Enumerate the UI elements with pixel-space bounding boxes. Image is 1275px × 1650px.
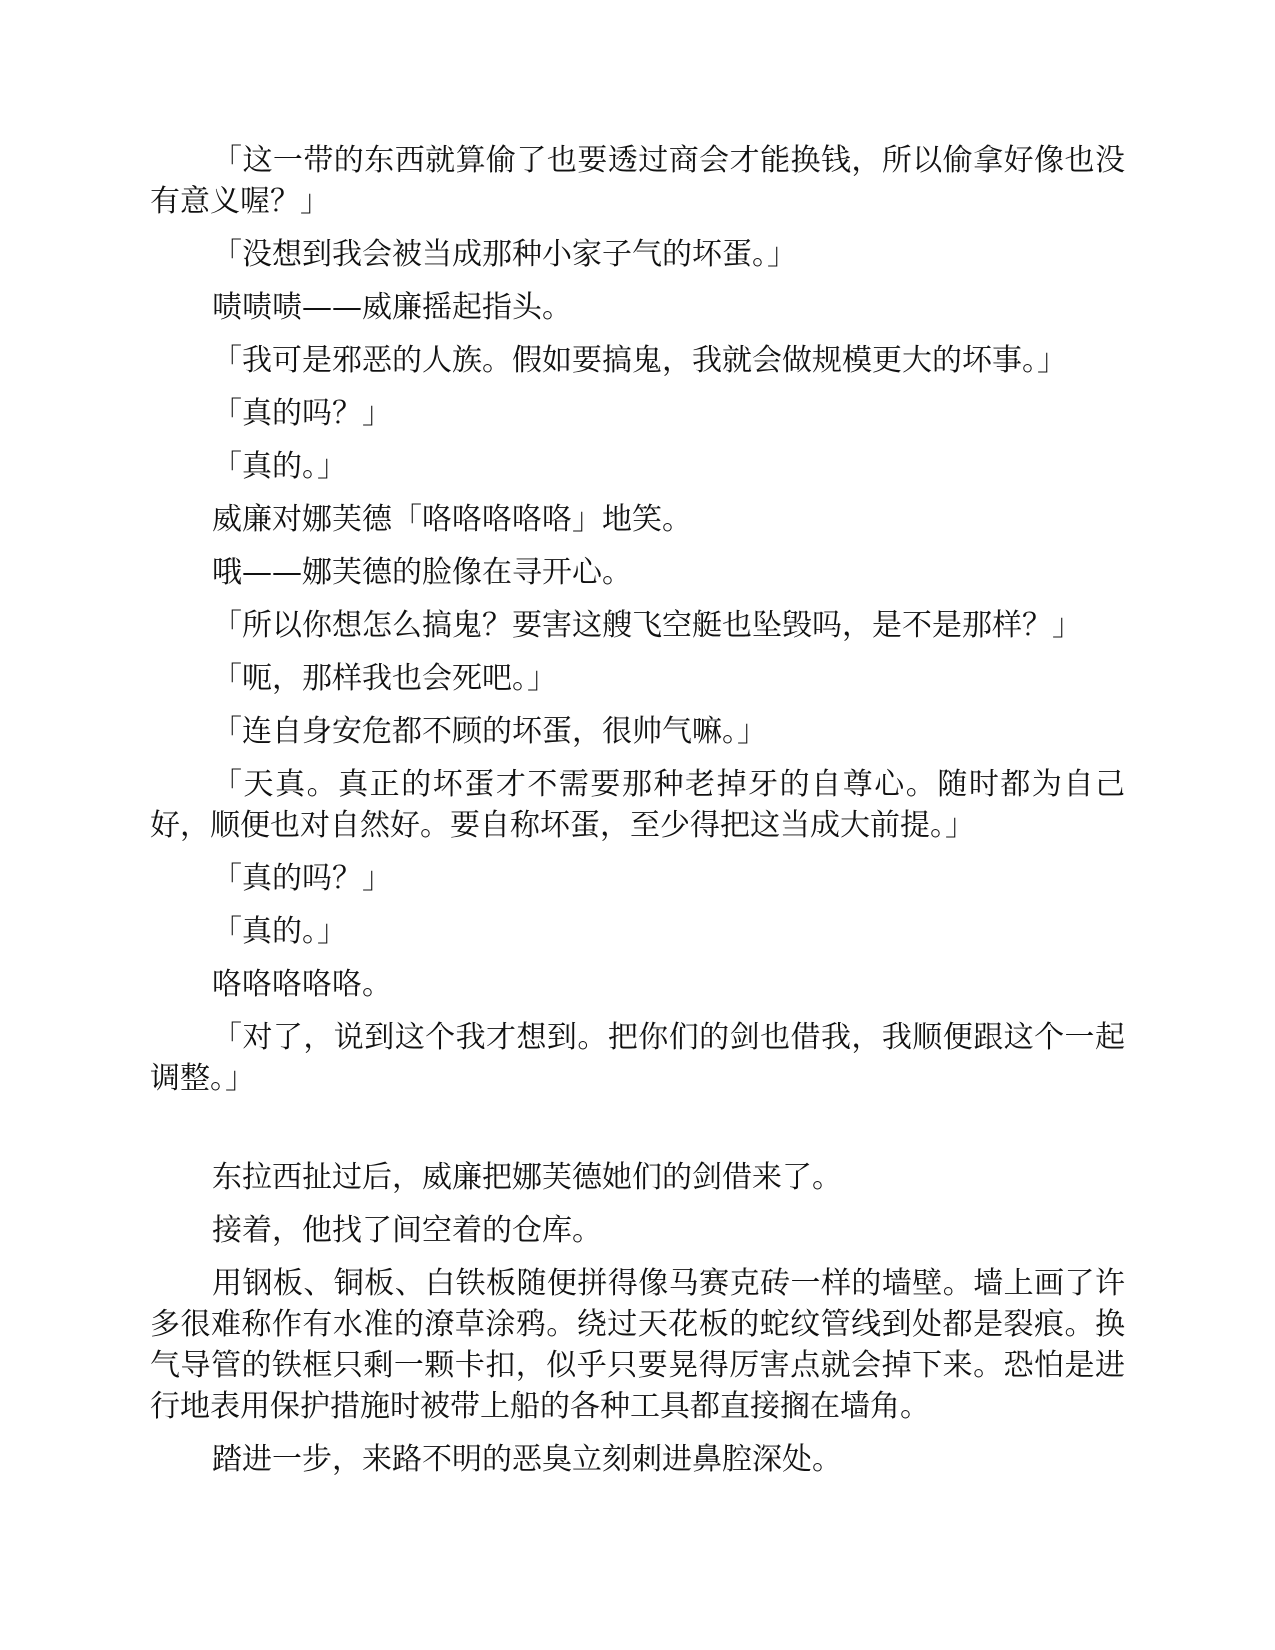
- paragraph: 「真的吗？」: [212, 861, 392, 896]
- paragraph: 「真的。」: [212, 449, 347, 484]
- paragraph: 踏进一步，来路不明的恶臭立刻刺进鼻腔深处。: [212, 1442, 842, 1477]
- paragraph: 啧啧啧——威廉摇起指头。: [212, 290, 572, 325]
- section-break: [150, 1111, 1125, 1157]
- paragraph: 「这一带的东西就算偷了也要透过商会才能换钱，所以偷拿好像也没有意义喔？」: [150, 143, 1125, 219]
- paragraph: 咯咯咯咯咯。: [212, 967, 392, 1002]
- paragraph: 「我可是邪恶的人族。假如要搞鬼，我就会做规模更大的坏事。」: [212, 343, 1067, 378]
- paragraph: 「天真。真正的坏蛋才不需要那种老掉牙的自尊心。随时都为自己好，顺便也对自然好。要自称坏蛋，至少得把这当成大前提。」: [150, 767, 1125, 843]
- paragraph: 威廉对娜芙德「咯咯咯咯咯」地笑。: [212, 502, 692, 537]
- paragraph: 「真的吗？」: [212, 396, 392, 431]
- document-page: [150, 140, 1125, 1492]
- paragraph: 「对了，说到这个我才想到。把你们的剑也借我，我顺便跟这个一起调整。」: [150, 1020, 1125, 1096]
- paragraph: 「没想到我会被当成那种小家子气的坏蛋。」: [212, 237, 797, 272]
- paragraph: 哦——娜芙德的脸像在寻开心。: [212, 555, 632, 590]
- paragraph: 东拉西扯过后，威廉把娜芙德她们的剑借来了。: [212, 1160, 842, 1195]
- paragraph: 「所以你想怎么搞鬼？要害这艘飞空艇也坠毁吗，是不是那样？」: [212, 608, 1082, 643]
- paragraph: 「呃，那样我也会死吧。」: [212, 661, 557, 696]
- paragraph: 「真的。」: [212, 914, 347, 949]
- paragraph: 接着，他找了间空着的仓库。: [212, 1213, 602, 1248]
- paragraph: 用钢板、铜板、白铁板随便拼得像马赛克砖一样的墙壁。墙上画了许多很难称作有水准的潦草涂鸦。绕过天花板的蛇纹管线到处都是裂痕。换气导管的铁框只剩一颗卡扣，似乎只要晃得厉害点就会掉下来。恐怕是进行地表用保护措施时被带上船的各种工具都直接搁在墙角。: [150, 1266, 1125, 1424]
- paragraph: 「连自身安危都不顾的坏蛋，很帅气嘛。」: [212, 714, 767, 749]
